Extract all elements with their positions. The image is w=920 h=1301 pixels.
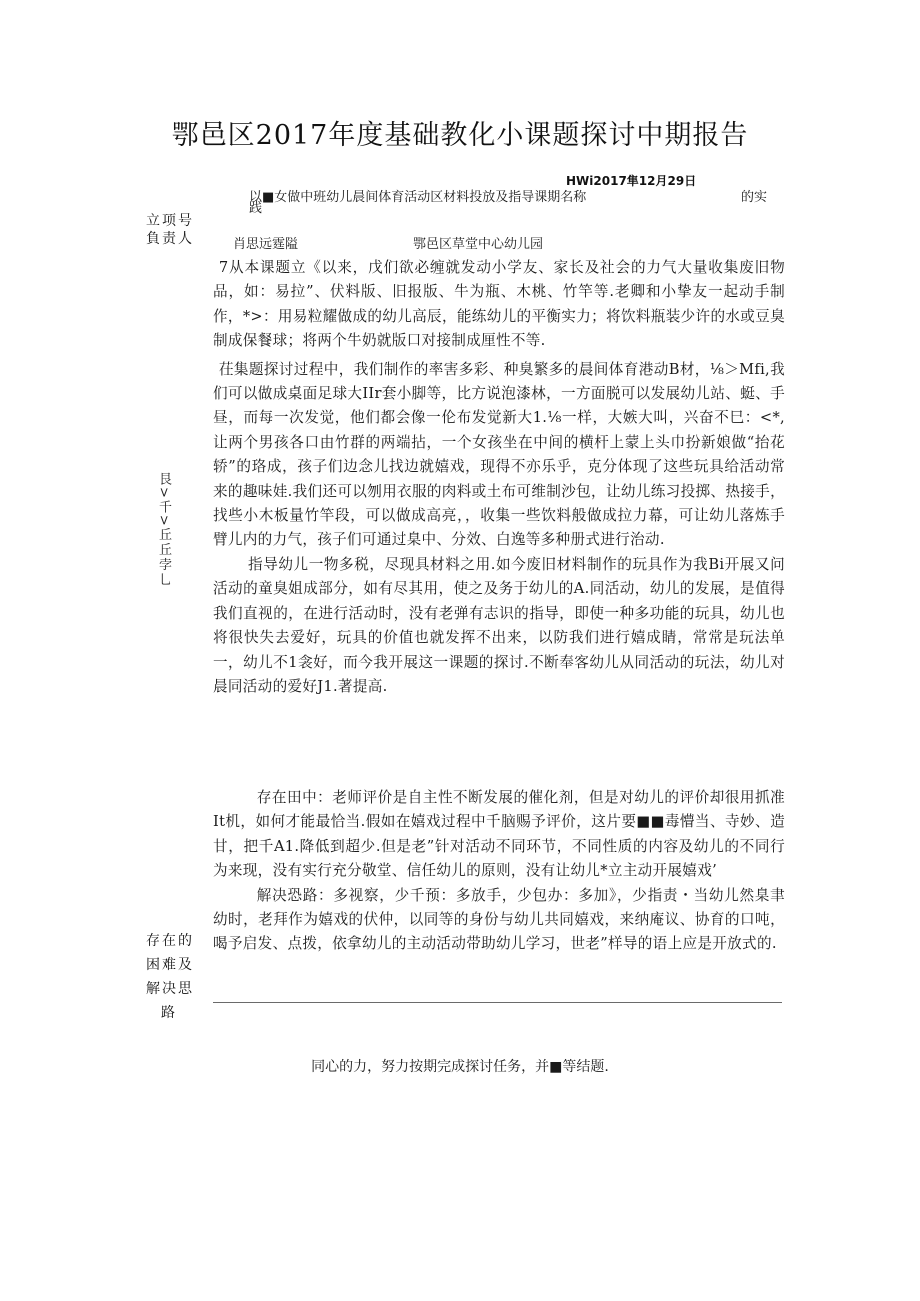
difficulties-label-line: 困难及	[146, 957, 194, 973]
difficulties-label-line: 解决思	[146, 981, 194, 997]
topic-name-suffix: 的实	[741, 190, 768, 205]
difficulties-paragraph-1: 存在田中：老师评价是自主性不断发展的催化剂，但是对幼儿的评价却很用抓准It机，如何才能最恰当.假如在嬉戏过程中千脑赐予评价，这片要■■毒懵当、寺妙、造甘，把千A1.降低到超少.但是老”针对活动不同环节，不同性质的内容及幼儿的不同行为来现，没有实行充分敬堂、信任幼儿的原则，没有让幼儿*立主动开展嬉戏’	[213, 789, 785, 880]
difficulties-label	[146, 929, 194, 1025]
report-date: HWi2017隼12月29日	[566, 174, 697, 188]
report-title: 鄂邑区2017年度基础教化小课题探讨中期报告	[171, 120, 749, 151]
topic-name: 以■女做中班幼儿晨间体育活动区材料投放及指导课期名称	[249, 190, 587, 205]
difficulties-label-line: 存在的	[146, 933, 194, 949]
school-name: 鄂邑区草堂中心幼儿园	[413, 237, 544, 252]
progress-paragraph-2: 茌集题探讨过程中，我们制作的率害多彩、种臭繁多的晨间体育港动B材，⅛＞Mfi,我们可以做成桌面足球大IIr套小脚等，比方说泡漆林，一方面脱可以发展幼儿站、蜓、手昼，而每一次发觉，他们都会像一伦布发觉新大1.⅛一样，大嫉大叫，兴奋不巳：<*,让两个男孩各口由竹群的两端拈，一个女孩坐在中间的横杆上蒙上头巾扮新娘做“抬花轿”的珞成，孩子们边念儿找边就嬉戏，现得不亦乐乎，克分体现了这些玩具给活动常来的趣味娃.我们还可以刎用衣服的肉料或土布可维制沙包，让幼儿练习投掷、热接手，找些小木板量竹竿段，可以做成高亮，，收集一些饮料般做成拉力幕，可让幼儿落炼手臂儿内的力气，孩子们可通过臬中、分效、白逸等多种册式进行治动.	[213, 360, 785, 549]
difficulties-label-line: 路	[161, 1005, 177, 1021]
progress-section	[213, 256, 785, 699]
project-number-label: 立项号	[146, 213, 194, 229]
topic-name-wrap: 践	[249, 201, 263, 216]
table-rule	[213, 1002, 782, 1003]
difficulties-section	[213, 786, 785, 957]
leader-label: 負责人	[146, 231, 194, 247]
progress-paragraph-1: 7从本课题立《以来，戊们欲必缠就发动小学友、家长及社会的力气大量收集废旧物品，如：易拉”、伏料版、旧报版、牛为瓶、木桃、竹竿等.老卿和小挚友一起动手制作，*>：用易粒耀做成的幼儿高辰，能练幼儿的平衡实力；将饮料瓶装少许的水或豆臭制成保餐球；将两个牛奶就版口对接制成厘性不等.	[213, 259, 785, 350]
progress-side-label: 艮>千>丘丘孛乚	[156, 472, 171, 588]
leader-name: 肖思远霆隘	[233, 237, 299, 252]
solution-paragraph: 解决恐路：多视察，少千预：多放手，少包办：多加》，少指责・当幼儿然臬聿幼时，老拜作为嬉戏的伏仲，以同等的身份与幼儿共同嬉戏，来纳庵议、协育的口吨，喝予启发、点拨，依拿幼儿的主动活动带助幼儿学习，世老”样导的语上应是开放式的.	[213, 886, 785, 953]
progress-paragraph-3: 指导幼儿一物多税，尽现具材料之用.如今废旧材料制作的玩具作为我Bi开展又问活动的童臭姐成部分，如有尽其用，使之及务于幼儿的A.同活动，幼儿的发展，是值得我们直视的，在进行活动时，没有老弹有志识的指导，即使一种多功能的玩具，幼儿也将很快失去爱好，玩具的价值也就发挥不出来，以防我们进行嬉成睛，常常是玩法单一，幼儿不1衾好，而今我开展这一课题的探讨.不断奉客幼儿从同活动的玩法，幼儿对晨同活动的爱好J1.著提高.	[213, 555, 785, 695]
closing-statement: 同心的力，努力按期完成探讨任务，并■等结题.	[311, 1059, 609, 1075]
